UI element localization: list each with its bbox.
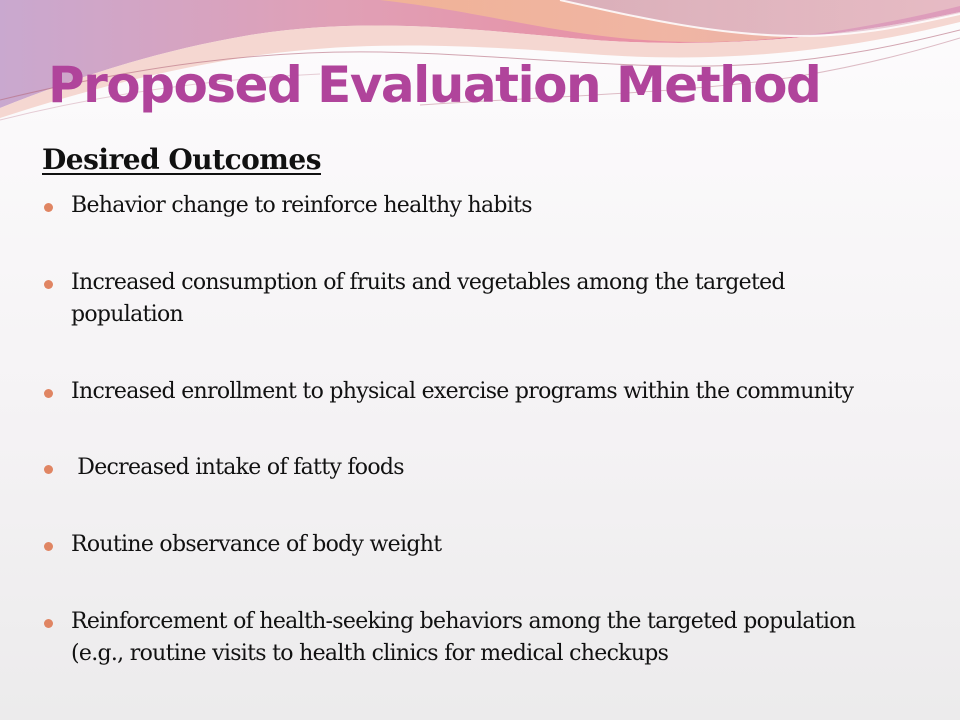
list-item-text: Increased enrollment to physical exercise programs within the community <box>71 379 854 404</box>
list-item-text: Decreased intake of fatty foods <box>71 455 404 480</box>
bullet-dot-icon <box>44 389 53 398</box>
bullet-dot-icon <box>44 203 53 212</box>
bullet-dot-icon <box>44 619 53 628</box>
bullet-dot-icon <box>44 280 53 289</box>
bullet-dot-icon <box>44 542 53 551</box>
slide-title: Proposed Evaluation Method <box>48 56 821 114</box>
list-item-text: Routine observance of body weight <box>71 532 442 557</box>
bullet-dot-icon <box>44 465 53 474</box>
section-heading: Desired Outcomes <box>42 143 321 176</box>
list-item-text: Behavior change to reinforce healthy habits <box>71 193 532 218</box>
list-item-text: Reinforcement of health-seeking behaviors among the targeted population (e.g., routine visits to health clinics for medical checkups <box>71 609 856 666</box>
list-item-text: Increased consumption of fruits and vegetables among the targeted population <box>71 270 785 327</box>
